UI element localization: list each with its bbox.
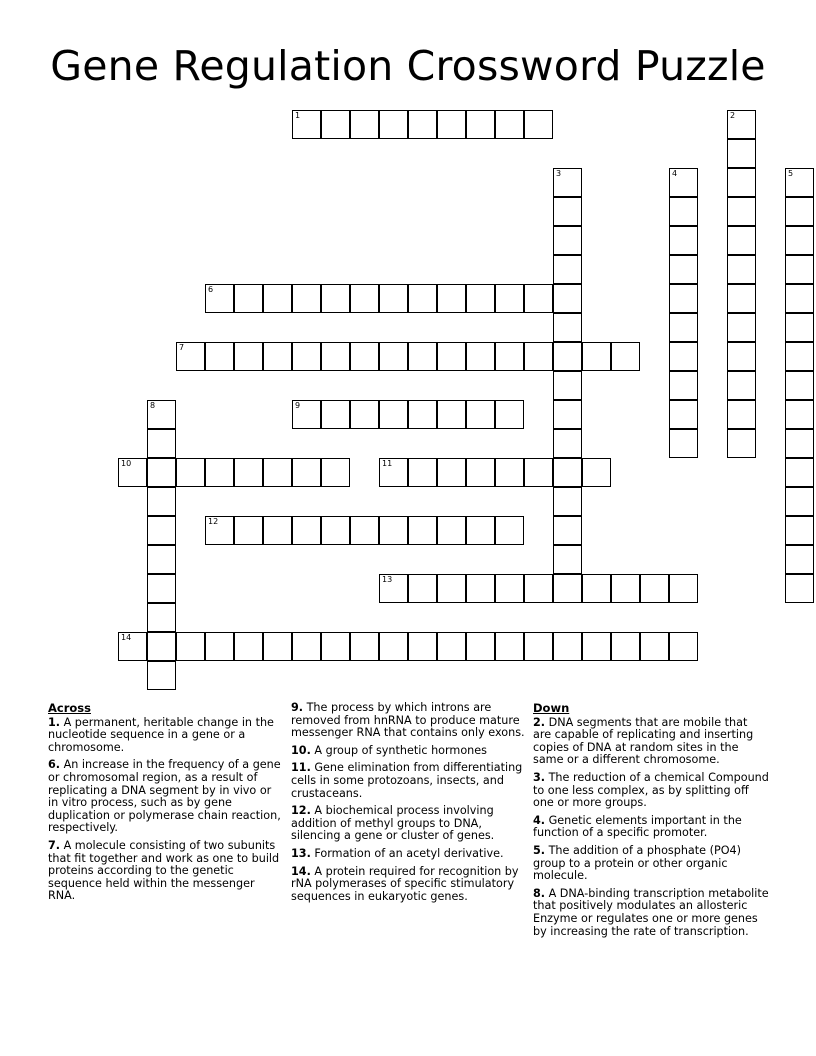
grid-cell[interactable] — [437, 574, 466, 603]
clue-text: The addition of a phosphate (PO4) group to a protein or other organic molecule. — [533, 843, 742, 883]
grid-cell[interactable] — [176, 632, 205, 661]
across-clue — [291, 762, 527, 800]
grid-cell[interactable] — [582, 342, 611, 371]
clue-text: Genetic elements important in the function of a specific promoter. — [533, 813, 742, 840]
grid-cell[interactable] — [205, 284, 234, 313]
grid-cell[interactable] — [379, 458, 408, 487]
down-clue — [533, 888, 769, 938]
grid-cell[interactable] — [321, 632, 350, 661]
clue-text: A protein required for recognition by rNA polymerases of specific stimulatory sequences in eukaryotic genes. — [291, 864, 519, 903]
grid-cell[interactable] — [321, 400, 350, 429]
grid-cell[interactable] — [669, 371, 698, 400]
clue-number-label: 11 — [382, 459, 393, 468]
across-heading: Across — [48, 701, 91, 715]
grid-cell[interactable] — [553, 574, 582, 603]
grid-cell[interactable] — [727, 313, 756, 342]
grid-cell[interactable] — [321, 284, 350, 313]
grid-cell[interactable] — [147, 545, 176, 574]
grid-cell[interactable] — [669, 284, 698, 313]
grid-cell[interactable] — [553, 429, 582, 458]
grid-cell[interactable] — [234, 342, 263, 371]
grid-cell[interactable] — [669, 313, 698, 342]
grid-cell[interactable] — [466, 516, 495, 545]
grid-cell[interactable] — [553, 284, 582, 313]
across-clue — [291, 866, 527, 904]
grid-cell[interactable] — [118, 458, 147, 487]
grid-cell[interactable] — [437, 110, 466, 139]
grid-cell[interactable] — [321, 342, 350, 371]
grid-cell[interactable] — [437, 284, 466, 313]
grid-cell[interactable] — [466, 342, 495, 371]
grid-cell[interactable] — [611, 632, 640, 661]
grid-cell[interactable] — [669, 632, 698, 661]
grid-cell[interactable] — [495, 400, 524, 429]
grid-cell[interactable] — [669, 574, 698, 603]
down-clues-column — [533, 702, 769, 943]
grid-cell[interactable] — [669, 197, 698, 226]
grid-cell[interactable] — [379, 574, 408, 603]
across-clue — [291, 745, 527, 758]
grid-cell[interactable] — [611, 574, 640, 603]
grid-cell[interactable] — [466, 574, 495, 603]
clue-number: 6. — [48, 758, 61, 772]
clue-number-label: 10 — [121, 459, 132, 468]
grid-cell[interactable] — [437, 342, 466, 371]
grid-cell[interactable] — [727, 342, 756, 371]
grid-cell[interactable] — [495, 458, 524, 487]
grid-cell[interactable] — [785, 400, 814, 429]
grid-cell[interactable] — [147, 661, 176, 690]
clue-text: The process by which introns are removed from hnRNA to produce mature messenger RNA that contains only exons. — [291, 701, 525, 740]
grid-cell[interactable] — [553, 632, 582, 661]
clue-number: 13. — [291, 846, 311, 860]
grid-cell[interactable] — [292, 400, 321, 429]
down-clue — [533, 772, 769, 810]
grid-cell[interactable] — [727, 226, 756, 255]
grid-cell[interactable] — [582, 458, 611, 487]
across-clue-list-continued — [291, 702, 527, 903]
grid-cell[interactable] — [524, 284, 553, 313]
grid-cell[interactable] — [785, 313, 814, 342]
grid-cell[interactable] — [524, 342, 553, 371]
grid-cell[interactable] — [147, 632, 176, 661]
grid-cell[interactable] — [379, 284, 408, 313]
grid-cell[interactable] — [292, 284, 321, 313]
grid-cell[interactable] — [553, 545, 582, 574]
grid-cell[interactable] — [466, 400, 495, 429]
grid-cell[interactable] — [147, 487, 176, 516]
down-clue — [533, 815, 769, 840]
puzzle-title: Gene Regulation Crossword Puzzle — [50, 42, 766, 90]
clue-number: 14. — [291, 864, 311, 878]
grid-cell[interactable] — [524, 632, 553, 661]
grid-cell[interactable] — [205, 458, 234, 487]
grid-cell[interactable] — [553, 197, 582, 226]
grid-cell[interactable] — [205, 632, 234, 661]
grid-cell[interactable] — [466, 458, 495, 487]
grid-cell[interactable] — [379, 110, 408, 139]
grid-cell[interactable] — [292, 110, 321, 139]
grid-cell[interactable] — [147, 400, 176, 429]
down-clue — [533, 717, 769, 767]
grid-cell[interactable] — [785, 284, 814, 313]
clue-number: 1. — [48, 715, 61, 729]
clue-number-label: 8 — [150, 401, 156, 410]
grid-cell[interactable] — [727, 400, 756, 429]
grid-cell[interactable] — [785, 545, 814, 574]
grid-cell[interactable] — [495, 342, 524, 371]
grid-cell[interactable] — [437, 516, 466, 545]
grid-cell[interactable] — [495, 284, 524, 313]
grid-cell[interactable] — [263, 342, 292, 371]
grid-cell[interactable] — [669, 226, 698, 255]
grid-cell[interactable] — [495, 574, 524, 603]
grid-cell[interactable] — [640, 632, 669, 661]
down-clue — [533, 845, 769, 883]
grid-cell[interactable] — [176, 342, 205, 371]
grid-cell[interactable] — [582, 632, 611, 661]
grid-cell[interactable] — [727, 429, 756, 458]
clue-text: A biochemical process involving addition of methyl groups to DNA, silencing a gene or cluster of genes. — [291, 804, 495, 843]
grid-cell[interactable] — [785, 226, 814, 255]
across-clues-column-2 — [291, 702, 527, 908]
across-clue — [291, 702, 527, 740]
grid-cell[interactable] — [785, 458, 814, 487]
clue-number-label: 13 — [382, 575, 393, 584]
grid-cell[interactable] — [205, 516, 234, 545]
clue-number: 7. — [48, 838, 61, 852]
grid-cell[interactable] — [553, 400, 582, 429]
grid-cell[interactable] — [437, 400, 466, 429]
clue-text: Formation of an acetyl derivative. — [310, 846, 504, 860]
grid-cell[interactable] — [785, 516, 814, 545]
grid-cell[interactable] — [292, 458, 321, 487]
grid-cell[interactable] — [727, 168, 756, 197]
grid-cell[interactable] — [611, 342, 640, 371]
grid-cell[interactable] — [147, 516, 176, 545]
grid-cell[interactable] — [785, 255, 814, 284]
clue-number-label: 3 — [556, 169, 562, 178]
grid-cell[interactable] — [553, 516, 582, 545]
down-heading: Down — [533, 701, 570, 715]
grid-cell[interactable] — [553, 168, 582, 197]
grid-cell[interactable] — [524, 458, 553, 487]
grid-cell[interactable] — [350, 516, 379, 545]
clue-number-label: 12 — [208, 517, 219, 526]
grid-cell[interactable] — [379, 516, 408, 545]
down-clue-list — [533, 717, 769, 939]
grid-cell[interactable] — [669, 429, 698, 458]
clue-text: The reduction of a chemical Compound to one less complex, as by splitting off one or more groups. — [533, 770, 769, 810]
grid-cell[interactable] — [234, 516, 263, 545]
grid-cell[interactable] — [727, 371, 756, 400]
grid-cell[interactable] — [785, 197, 814, 226]
clue-number: 12. — [291, 804, 311, 818]
grid-cell[interactable] — [408, 458, 437, 487]
clue-number-label: 7 — [179, 343, 185, 352]
grid-cell[interactable] — [408, 284, 437, 313]
grid-cell[interactable] — [292, 516, 321, 545]
clue-number: 9. — [291, 701, 304, 714]
clue-number: 8. — [533, 886, 546, 900]
grid-cell[interactable] — [524, 574, 553, 603]
clue-number-label: 14 — [121, 633, 132, 642]
across-clue — [48, 840, 284, 903]
grid-cell[interactable] — [727, 110, 756, 139]
grid-cell[interactable] — [553, 313, 582, 342]
clue-number: 10. — [291, 743, 311, 757]
grid-cell[interactable] — [553, 458, 582, 487]
clue-number: 11. — [291, 761, 311, 775]
grid-cell[interactable] — [785, 168, 814, 197]
grid-cell[interactable] — [466, 110, 495, 139]
clue-text: A molecule consisting of two subunits that fit together and work as one to build proteins according to the genetic sequence held within the messenger RNA. — [48, 838, 280, 903]
grid-cell[interactable] — [495, 632, 524, 661]
across-clue-list — [48, 717, 284, 903]
across-clue — [48, 759, 284, 835]
grid-cell[interactable] — [727, 139, 756, 168]
grid-cell[interactable] — [379, 342, 408, 371]
grid-cell[interactable] — [727, 197, 756, 226]
grid-cell[interactable] — [263, 284, 292, 313]
grid-cell[interactable] — [263, 458, 292, 487]
grid-cell[interactable] — [147, 458, 176, 487]
grid-cell[interactable] — [350, 110, 379, 139]
grid-cell[interactable] — [553, 226, 582, 255]
grid-cell[interactable] — [147, 574, 176, 603]
grid-cell[interactable] — [553, 487, 582, 516]
grid-cell[interactable] — [234, 632, 263, 661]
grid-cell[interactable] — [379, 400, 408, 429]
grid-cell[interactable] — [292, 632, 321, 661]
grid-cell[interactable] — [147, 429, 176, 458]
across-clues-column-1 — [48, 702, 284, 908]
grid-cell[interactable] — [350, 342, 379, 371]
grid-cell[interactable] — [292, 342, 321, 371]
grid-cell[interactable] — [408, 400, 437, 429]
grid-cell[interactable] — [466, 632, 495, 661]
grid-cell[interactable] — [408, 110, 437, 139]
clue-text: DNA segments that are mobile that are capable of replicating and inserting copies of DNA at random sites in the same or a different chromosome. — [533, 715, 754, 767]
grid-cell[interactable] — [524, 110, 553, 139]
grid-cell[interactable] — [553, 255, 582, 284]
clue-text: Gene elimination from differentiating cells in some protozoans, insects, and crustaceans. — [291, 761, 523, 800]
grid-cell[interactable] — [176, 458, 205, 487]
grid-cell[interactable] — [669, 400, 698, 429]
grid-cell[interactable] — [408, 632, 437, 661]
grid-cell[interactable] — [321, 516, 350, 545]
grid-cell[interactable] — [437, 632, 466, 661]
grid-cell[interactable] — [495, 110, 524, 139]
grid-cell[interactable] — [727, 255, 756, 284]
grid-cell[interactable] — [234, 284, 263, 313]
grid-cell[interactable] — [785, 429, 814, 458]
grid-cell[interactable] — [727, 284, 756, 313]
grid-cell[interactable] — [350, 284, 379, 313]
grid-cell[interactable] — [321, 110, 350, 139]
across-clue — [48, 717, 284, 755]
grid-cell[interactable] — [408, 342, 437, 371]
grid-cell[interactable] — [669, 342, 698, 371]
clue-text: An increase in the frequency of a gene or chromosomal region, as a result of replicating a DNA segment by in vivo or in vitro process, such as by gene duplication or polymerase chain reaction, respectively. — [48, 758, 281, 835]
grid-cell[interactable] — [205, 342, 234, 371]
clue-number: 4. — [533, 813, 546, 827]
grid-cell[interactable] — [350, 400, 379, 429]
grid-cell[interactable] — [553, 342, 582, 371]
clue-number-label: 5 — [788, 169, 794, 178]
grid-cell[interactable] — [785, 574, 814, 603]
clue-number-label: 2 — [730, 111, 736, 120]
clue-number-label: 4 — [672, 169, 678, 178]
clue-text: A permanent, heritable change in the nucleotide sequence in a gene or a chromosome. — [48, 715, 274, 754]
clue-text: A group of synthetic hormones — [310, 743, 487, 757]
clue-number-label: 9 — [295, 401, 301, 410]
grid-cell[interactable] — [321, 458, 350, 487]
grid-cell[interactable] — [350, 632, 379, 661]
grid-cell[interactable] — [379, 632, 408, 661]
clue-number-label: 6 — [208, 285, 214, 294]
clue-text: A DNA-binding transcription metabolite that positively modulates an allosteric Enzyme or regulates one or more genes by increasing the rate of transcription. — [533, 886, 769, 938]
grid-cell[interactable] — [582, 574, 611, 603]
grid-cell[interactable] — [408, 516, 437, 545]
grid-cell[interactable] — [669, 255, 698, 284]
clue-number: 5. — [533, 843, 546, 857]
grid-cell[interactable] — [785, 487, 814, 516]
clue-number: 3. — [533, 770, 546, 784]
clue-number-label: 1 — [295, 111, 301, 120]
grid-cell[interactable] — [263, 632, 292, 661]
grid-cell[interactable] — [553, 371, 582, 400]
across-clue — [291, 848, 527, 861]
grid-cell[interactable] — [495, 516, 524, 545]
grid-cell[interactable] — [785, 342, 814, 371]
across-clue — [291, 805, 527, 843]
grid-cell[interactable] — [147, 603, 176, 632]
grid-cell[interactable] — [118, 632, 147, 661]
clue-number: 2. — [533, 715, 546, 729]
grid-cell[interactable] — [263, 516, 292, 545]
grid-cell[interactable] — [640, 574, 669, 603]
grid-cell[interactable] — [437, 458, 466, 487]
grid-cell[interactable] — [669, 168, 698, 197]
grid-cell[interactable] — [785, 371, 814, 400]
grid-cell[interactable] — [466, 284, 495, 313]
grid-cell[interactable] — [234, 458, 263, 487]
grid-cell[interactable] — [408, 574, 437, 603]
